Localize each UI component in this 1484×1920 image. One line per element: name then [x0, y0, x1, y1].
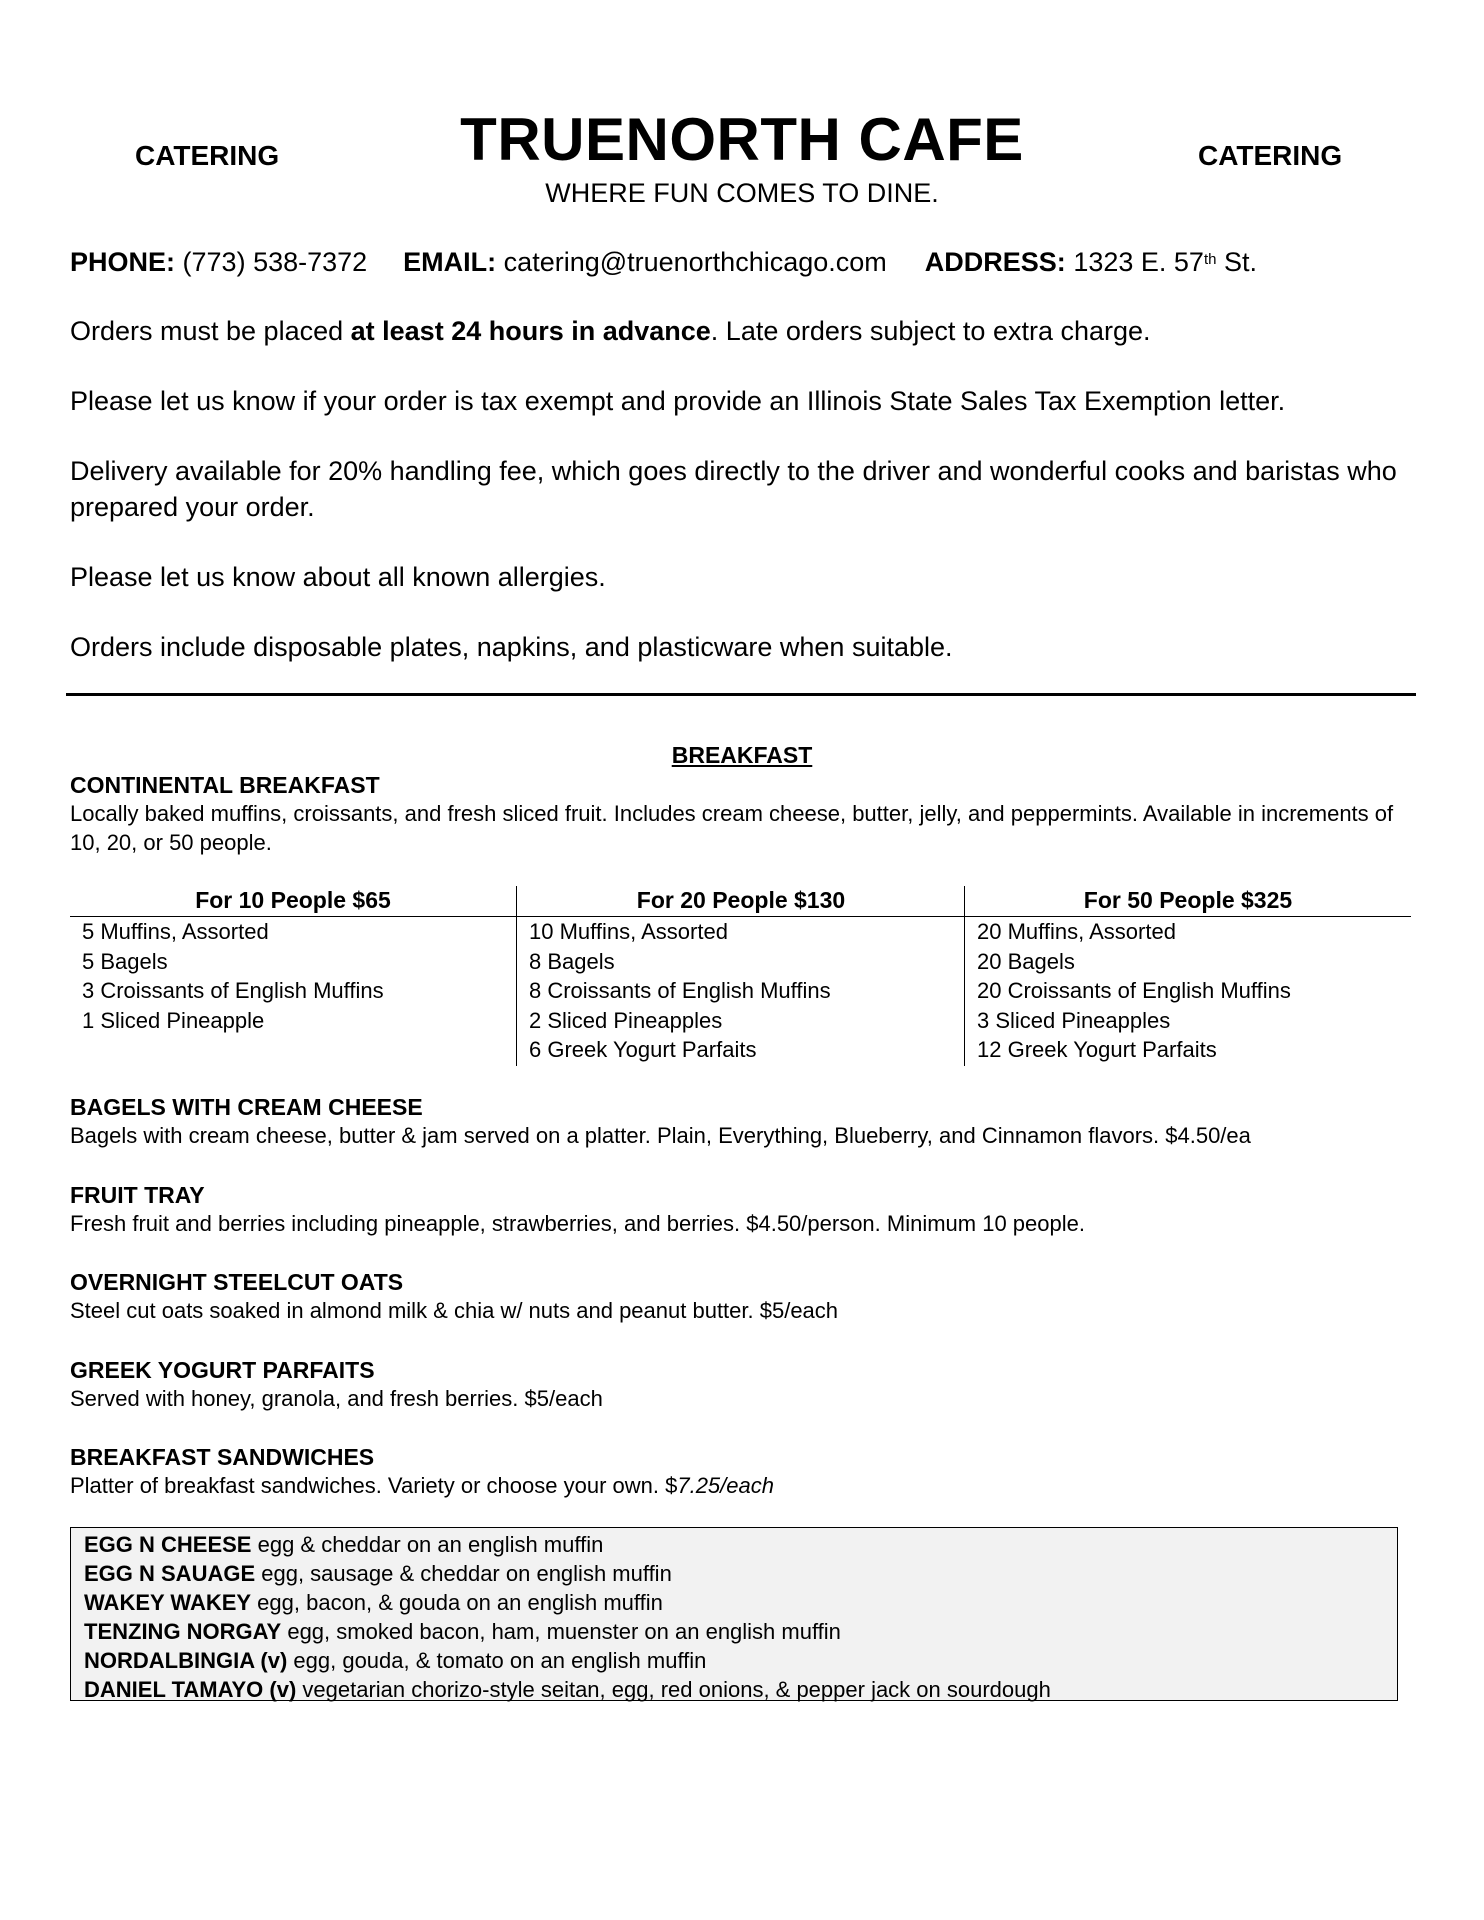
list-item: 1 Sliced Pineapple — [82, 1007, 265, 1033]
list-item: 5 Muffins, Assorted — [82, 919, 269, 944]
continental-description: Locally baked muffins, croissants, and fresh sliced fruit. Includes cream cheese, butter, jelly, and peppermints. Available in increments of 10, 20, or 50 people. — [70, 801, 1394, 855]
continental-tiers-table — [70, 886, 1410, 1066]
sandwich-option — [84, 1646, 1397, 1675]
note-advance-text: Orders must be placed — [70, 316, 351, 346]
item-title: BREAKFAST SANDWICHES — [70, 1444, 375, 1470]
sandwich-desc: egg, gouda, & tomato on an english muffin — [287, 1648, 707, 1673]
item-title: BAGELS WITH CREAM CHEESE — [70, 1094, 423, 1120]
sandwich-option — [84, 1559, 1397, 1588]
address-suffix: St. — [1216, 247, 1257, 277]
tier-20-people — [516, 886, 965, 1066]
sandwich-name: NORDALBINGIA (v) — [84, 1648, 288, 1673]
note-delivery: Delivery available for 20% handling fee, which goes directly to the driver and wonderful cooks and baristas who prepared your order. — [70, 456, 1397, 522]
sandwich-desc: egg, smoked bacon, ham, muenster on an english muffin — [281, 1619, 841, 1644]
item-description — [70, 1471, 1430, 1501]
note-allergies: Please let us know about all known allergies. — [70, 562, 606, 592]
sandwich-option — [84, 1675, 1397, 1704]
note-advance-tail: . Late orders subject to extra charge. — [710, 316, 1151, 346]
address-label: ADDRESS: — [924, 247, 1066, 277]
list-item: 8 Croissants of English Muffins — [529, 978, 831, 1003]
list-item: 6 Greek Yogurt Parfaits — [529, 1037, 757, 1062]
phone-label: PHONE: — [70, 247, 176, 277]
list-item: 3 Croissants of English Muffins — [82, 978, 384, 1003]
sandwich-options-box — [70, 1527, 1398, 1701]
list-item: 3 Sliced Pineapples — [977, 1007, 1171, 1033]
catering-label-right: CATERING — [1198, 140, 1343, 171]
list-item: 12 Greek Yogurt Parfaits — [977, 1037, 1217, 1062]
catering-label-left: CATERING — [135, 140, 280, 171]
note-tax-exempt: Please let us know if your order is tax exempt and provide an Illinois State Sales Tax Exemption letter. — [70, 386, 1286, 416]
breakfast-section-title: BREAKFAST — [671, 742, 813, 768]
sandwich-option — [84, 1588, 1397, 1617]
tier-item-list — [70, 917, 516, 1035]
item-description: Steel cut oats soaked in almond milk & chia w/ nuts and peanut butter. $5/each — [70, 1298, 839, 1323]
tier-heading: For 10 People $65 — [70, 886, 516, 917]
tier-heading: For 20 People $130 — [517, 886, 965, 917]
note-disposables: Orders include disposable plates, napkins, and plasticware when suitable. — [70, 632, 953, 662]
list-item: 20 Croissants of English Muffins — [977, 978, 1291, 1003]
sandwich-desc: egg, bacon, & gouda on an english muffin — [251, 1590, 663, 1615]
note-advance — [70, 313, 1420, 349]
item-title: OVERNIGHT STEELCUT OATS — [70, 1269, 404, 1295]
continental-title: CONTINENTAL BREAKFAST — [70, 772, 380, 798]
sandwich-name: EGG N CHEESE — [84, 1532, 252, 1557]
order-notes — [70, 313, 1420, 699]
menu-item-bagels — [70, 1093, 1430, 1151]
address-ordinal: th — [1203, 251, 1217, 268]
menu-item-yogurt-parfaits — [70, 1356, 1430, 1414]
cafe-tagline: WHERE FUN COMES TO DINE. — [545, 178, 939, 208]
cafe-title: TRUENORTH CAFE — [460, 106, 1024, 173]
list-item: 10 Muffins, Assorted — [529, 919, 728, 944]
sandwich-option — [84, 1617, 1397, 1646]
item-description: Served with honey, granola, and fresh berries. $5/each — [70, 1386, 603, 1411]
list-item: 8 Bagels — [529, 948, 615, 974]
sandwich-desc: egg & cheddar on an english muffin — [251, 1532, 604, 1557]
contact-line — [70, 245, 1257, 279]
menu-item-breakfast-sandwiches — [70, 1443, 1430, 1501]
item-description: Fresh fruit and berries including pineapple, strawberries, and berries. $4.50/person. Minimum 10 people. — [70, 1211, 1085, 1236]
item-description-text: Platter of breakfast sandwiches. Variety or choose your own. $ — [70, 1473, 678, 1498]
item-price: 7.25/each — [677, 1473, 774, 1498]
list-item: 2 Sliced Pineapples — [529, 1007, 723, 1033]
address-street: 1323 E. 57 — [1073, 247, 1204, 277]
sandwich-name: EGG N SAUAGE — [84, 1561, 256, 1586]
list-item: 5 Bagels — [82, 948, 168, 974]
tier-item-list — [965, 917, 1411, 1065]
sandwich-option — [84, 1530, 1397, 1559]
list-item: 20 Bagels — [977, 948, 1075, 974]
item-title: FRUIT TRAY — [70, 1182, 205, 1208]
list-item: 20 Muffins, Assorted — [977, 919, 1176, 944]
tier-heading: For 50 People $325 — [965, 886, 1411, 917]
item-description: Bagels with cream cheese, butter & jam served on a platter. Plain, Everything, Blueberry, and Cinnamon flavors. $4.50/ea — [70, 1123, 1251, 1148]
tier-10-people — [70, 886, 516, 1066]
tier-50-people — [964, 886, 1411, 1066]
section-divider — [66, 693, 1416, 696]
note-advance-emphasis: at least 24 hours in advance — [350, 316, 711, 346]
menu-item-fruit-tray — [70, 1181, 1430, 1239]
sandwich-name: DANIEL TAMAYO (v) — [84, 1677, 297, 1702]
email-label: EMAIL: — [403, 247, 497, 277]
email-address: catering@truenorthchicago.com — [503, 247, 887, 277]
sandwich-desc: vegetarian chorizo-style seitan, egg, red onions, & pepper jack on sourdough — [296, 1677, 1051, 1702]
tier-item-list — [517, 917, 965, 1065]
menu-item-steelcut-oats — [70, 1268, 1430, 1326]
phone-number: (773) 538-7372 — [182, 247, 368, 277]
sandwich-name: WAKEY WAKEY — [84, 1590, 252, 1615]
sandwich-desc: egg, sausage & cheddar on english muffin — [255, 1561, 672, 1586]
item-title: GREEK YOGURT PARFAITS — [70, 1357, 375, 1383]
sandwich-name: TENZING NORGAY — [84, 1619, 282, 1644]
